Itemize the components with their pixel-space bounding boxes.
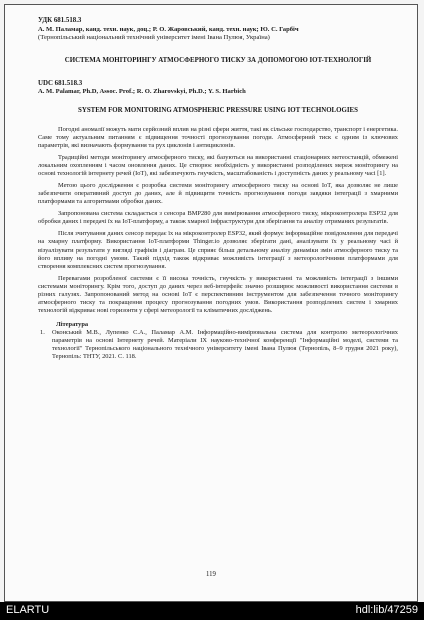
reference-text: Оконський М.В., Лупенко С.А., Паламар А.М. Інформаційно-вимірювальна система для контролю метеорологічних параметрів на основі Інтернету речей. Матеріали IX науково-технічної конференції "Інформаційні моделі, системи та технології" Тернопільського національного технічного університету імені Івана Пулюя (Тернопіль, 8–9 грудня 2021 року), Тернопіль: ТНТУ, 2021. С. 118. [52,328,398,361]
repository-footer [0,602,424,620]
reference-number: 1. [40,328,45,336]
paragraph-6: Перевагами розробленої системи є її висока точність, гнучкість у використанні та можливість інтеграції з іншими системами моніторингу. Крім того, доступ до даних через веб-інтерфейс значно розширює можливості використання системи в різних галузях. Запропонований метод на основі IoT є перспективним інструментом для забезпечення точного моніторингу атмосферного тиску та покращення процесу прогнозування погодних умов. Використання розподілених систем і хмарних технологій відкриває нові горизонти у сфері метеорології та кліматичних досліджень. [38,274,398,314]
paragraph-3: Метою цього дослідження є розробка системи моніторингу атмосферного тиску на основі IoT, яка дозволяє не лише забезпечити оперативний доступ до даних, але й підвищити точність прогнозування погоди завдяки інтеграції з хмарними платформами та алгоритмами обробки даних. [38,182,398,206]
paragraph-4: Запропонована система складається з сенсора BMP280 для вимірювання атмосферного тиску, мікроконтролера ESP32 для обробки даних і передачі їх на IoT-платформу, а також хмарної інфраструктури для зберігання та аналізу отриманих результатів. [38,210,398,226]
title-uk: СИСТЕМА МОНІТОРИНГУ АТМОСФЕРНОГО ТИСКУ ЗА ДОПОМОГОЮ IOT-ТЕХНОЛОГІЙ [64,56,372,64]
footer-handle: hdl:lib/47259 [355,604,418,616]
reference-item [38,329,398,361]
page-number: 119 [206,571,216,578]
title-en: SYSTEM FOR MONITORING ATMOSPHERIC PRESSURE USING IOT TECHNOLOGIES [78,106,358,114]
udc-code: УДК 681.518.3 [38,17,82,24]
authors-uk: А. М. Паламар, канд. техн. наук, доц.; Р. О. Жаровський, канд. техн. наук; Ю. С. Гарбіч [38,25,299,33]
article [38,17,398,361]
references-heading: Література [56,320,89,328]
paragraph-1: Погодні аномалії можуть мати серйозний вплив на різні сфери життя, такі як сільське господарство, транспорт і енергетика. Саме тому актуальним питанням є підвищення точності прогнозування погоди. Атмосферний тиск є одним із ключових параметрів, які визначають формування та рух циклонів і антициклонів. [38,125,398,149]
paragraph-5: Після зчитування даних сенсор передає їх на мікроконтролер ESP32, який формує інформаційне повідомлення для передачі на хмарну платформу. Використання IoT-платформи Thinger.io дозволяє зберігати дані, аналізувати їх у реальному часі й візуалізувати результати у вигляді графіків і діаграм. Це сприяє більш детальному аналізу динаміки змін атмосферного тиску та його впливу на погодні умови. Такий підхід також відкриває можливість інтеграції з метеорологічними платформами для створення комплексних систем прогнозування. [38,230,398,270]
affiliation: (Тернопільський національний технічний університет імені Івана Пулюя, Україна) [38,34,270,41]
authors-en: A. M. Palamar, Ph.D, Assoc. Prof.; R. O. Zharovskyi, Ph.D.; Y. S. Harbich [38,88,246,96]
paragraph-2: Традиційні методи моніторингу атмосферного тиску, які базуються на використанні стаціонарних метеостанцій, обмежені локальним охопленням і часом оновлення даних. Це створює необхідність у використанні розподілених мереж моніторингу на основі технологій інтернету речей (IoT), які забезпечують гнучкість, масштабованість і доступність даних у реальному часі [1]. [38,154,398,178]
udc-code-en: UDC 681.518.3 [38,79,83,87]
footer-repository-name: ELARTU [6,604,50,616]
page-frame [4,4,418,602]
